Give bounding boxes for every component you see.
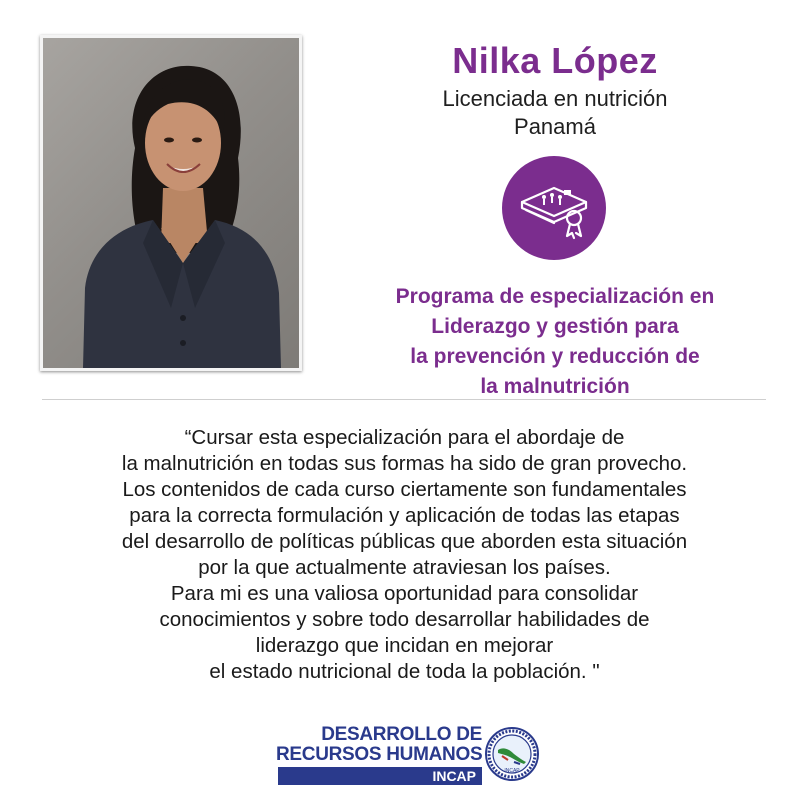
logo-bar bbox=[278, 767, 482, 785]
program-line: la prevención y reducción de bbox=[410, 345, 700, 368]
logo-bar-text: INCAP bbox=[432, 768, 476, 784]
quote-line: liderazgo que incidan en mejorar bbox=[255, 634, 554, 657]
program-line: Programa de especialización en bbox=[395, 285, 715, 308]
portrait-photo bbox=[43, 38, 299, 368]
quote-line: la malnutrición en todas sus formas ha sido de gran provecho. bbox=[121, 452, 688, 475]
person-title: Licenciada en nutrición bbox=[442, 86, 668, 111]
quote-line: Para mi es una valiosa oportunidad para consolidar bbox=[170, 582, 639, 605]
quote-line: Los contenidos de cada curso ciertamente son fundamentales bbox=[122, 478, 687, 501]
program-line: Liderazgo y gestión para bbox=[431, 315, 679, 338]
divider bbox=[42, 399, 766, 400]
quote-line: el estado nutricional de toda la población. " bbox=[209, 660, 600, 683]
quote-line: para la correcta formulación y aplicación de todas las etapas bbox=[129, 504, 680, 527]
logo-line-2: RECURSOS HUMANOS bbox=[276, 744, 483, 765]
graduation-book-icon bbox=[502, 156, 606, 260]
quote-line: conocimientos y sobre todo desarrollar habilidades de bbox=[159, 608, 650, 631]
person-country: Panamá bbox=[514, 114, 596, 139]
program-title bbox=[340, 282, 770, 402]
quote-line: “Cursar esta especialización para el abordaje de bbox=[184, 426, 625, 449]
portrait-photo-frame bbox=[40, 35, 302, 371]
incap-seal-icon bbox=[484, 726, 540, 782]
person-name: Nilka López bbox=[452, 40, 658, 81]
testimonial-quote bbox=[20, 425, 789, 685]
quote-line: del desarrollo de políticas públicas que aborden esta situación bbox=[121, 530, 688, 553]
incap-logo bbox=[276, 722, 538, 788]
logo-line-1: DESARROLLO DE bbox=[321, 724, 482, 745]
quote-line: por la que actualmente atraviesan los países. bbox=[198, 556, 611, 579]
program-line: la malnutrición bbox=[480, 375, 630, 398]
svg-text:INCAP: INCAP bbox=[504, 768, 520, 774]
